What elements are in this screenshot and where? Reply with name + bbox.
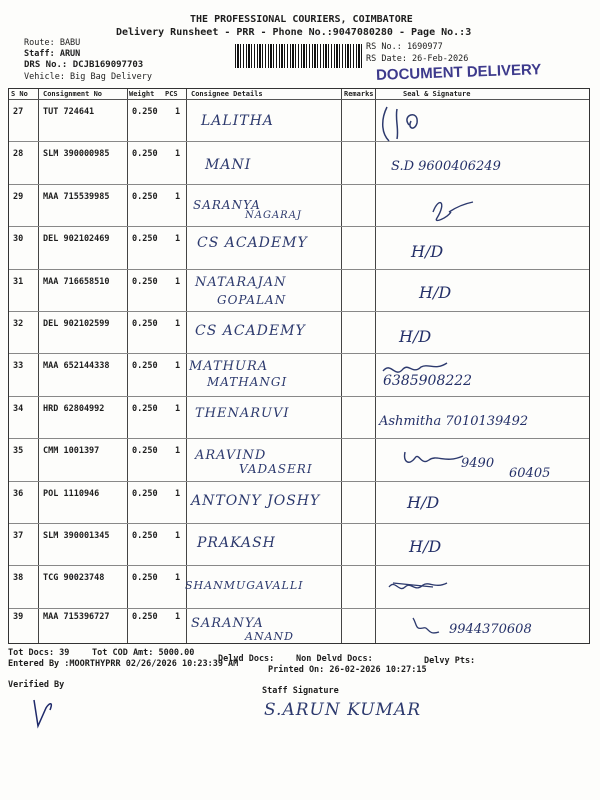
table-row — [9, 442, 589, 480]
runsheet-table — [8, 88, 590, 644]
row-consignee-name: ARAVIND — [195, 448, 267, 463]
row-sno: 37 — [13, 531, 24, 541]
row-signature: H/D — [411, 242, 444, 261]
row-signature: Ashmitha 7010139492 — [379, 414, 529, 429]
table-row — [9, 315, 589, 353]
row-signature: H/D — [399, 327, 432, 346]
row-sno: 33 — [13, 361, 24, 371]
row-weight: 0.250 — [132, 573, 158, 583]
row-signature-2: 60405 — [509, 466, 551, 481]
row-divider — [9, 269, 589, 270]
table-row — [9, 400, 589, 438]
row-signature: 9490 — [461, 456, 495, 471]
total-cod-amount: Tot COD Amt: 5000.00 — [92, 648, 195, 658]
table-row — [9, 357, 589, 395]
signature-scribble — [399, 446, 469, 472]
row-sno: 32 — [13, 319, 24, 329]
row-divider — [9, 311, 589, 312]
delivery-points: Delvy Pts: — [424, 656, 476, 666]
col-header-sno: S No — [11, 90, 28, 98]
total-docs: Tot Docs: 39 — [8, 648, 70, 658]
row-pcs: 1 — [175, 489, 181, 499]
col-header-weight: Weight — [129, 90, 155, 98]
table-row — [9, 230, 589, 268]
row-sno: 29 — [13, 192, 24, 202]
verified-by-label: Verified By — [8, 680, 65, 690]
row-consignment-no: CMM 1001397 — [43, 446, 100, 456]
row-sno: 39 — [13, 612, 24, 622]
row-pcs: 1 — [175, 404, 181, 414]
row-pcs: 1 — [175, 319, 181, 329]
row-consignment-no: DEL 902102469 — [43, 234, 110, 244]
vehicle: Vehicle: Big Bag Delivery — [24, 72, 152, 82]
row-consignment-no: POL 1110946 — [43, 489, 100, 499]
row-divider — [9, 523, 589, 524]
row-consignment-no: TCG 90023748 — [43, 573, 105, 583]
row-consignee-name-2: ANAND — [245, 630, 294, 643]
row-signature: 6385908222 — [383, 373, 473, 389]
row-consignment-no: MAA 715396727 — [43, 612, 110, 622]
entered-by: Entered By :MOORTHYPRR 02/26/2026 10:23:39 AM — [8, 659, 239, 669]
row-consignment-no: MAA 715539985 — [43, 192, 110, 202]
row-divider — [9, 565, 589, 566]
row-pcs: 1 — [175, 277, 181, 287]
delivered-docs: Delvd Docs: — [218, 654, 275, 664]
row-divider — [9, 353, 589, 354]
col-header-pcs: PCS — [165, 90, 178, 98]
row-consignee-name: PRAKASH — [197, 535, 276, 551]
row-consignee-name: MATHURA — [189, 359, 269, 374]
row-divider — [9, 481, 589, 482]
row-pcs: 1 — [175, 149, 181, 159]
rs-date: RS Date: 26-Feb-2026 — [366, 54, 469, 64]
row-consignment-no: MAA 652144338 — [43, 361, 110, 371]
row-consignee-name: SARANYA — [193, 198, 261, 212]
row-divider — [9, 438, 589, 439]
staff: Staff: ARUN — [24, 49, 81, 59]
row-weight: 0.250 — [132, 489, 158, 499]
row-weight: 0.250 — [132, 446, 158, 456]
table-row — [9, 273, 589, 311]
row-sno: 31 — [13, 277, 24, 287]
table-row — [9, 145, 589, 183]
table-row — [9, 103, 589, 141]
row-weight: 0.250 — [132, 234, 158, 244]
row-consignee-name-2: VADASERI — [239, 462, 313, 476]
verifier-signature — [28, 692, 68, 732]
row-sno: 30 — [13, 234, 24, 244]
row-weight: 0.250 — [132, 404, 158, 414]
printed-on: Printed On: 26-02-2026 10:27:15 — [268, 665, 427, 675]
row-consignee-name: CS ACADEMY — [195, 323, 306, 339]
row-consignee-name: CS ACADEMY — [197, 235, 308, 251]
row-consignee-name: NATARAJAN — [195, 275, 287, 290]
col-header-remarks: Remarks — [344, 90, 374, 98]
row-consignment-no: SLM 390000985 — [43, 149, 110, 159]
document-delivery-stamp: DOCUMENT DELIVERY — [375, 61, 542, 84]
row-sno: 35 — [13, 446, 24, 456]
row-pcs: 1 — [175, 612, 181, 622]
runsheet-subtitle: Delivery Runsheet - PRR - Phone No.:9047080280 - Page No.:3 — [116, 27, 472, 38]
row-consignment-no: MAA 716658510 — [43, 277, 110, 287]
row-consignment-no: DEL 902102599 — [43, 319, 110, 329]
row-signature: H/D — [409, 537, 442, 556]
row-consignee-name-2: GOPALAN — [217, 293, 287, 307]
row-consignment-no: HRD 62804992 — [43, 404, 105, 414]
row-sno: 27 — [13, 107, 24, 117]
row-pcs: 1 — [175, 192, 181, 202]
signature-scribble — [377, 99, 437, 145]
row-consignment-no: TUT 724641 — [43, 107, 95, 117]
drs-number: DRS No.: DCJB169097703 — [24, 60, 144, 70]
signature-scribble — [385, 575, 455, 595]
non-delivered-docs: Non Delvd Docs: — [296, 654, 373, 664]
staff-signature-name: S.ARUN KUMAR — [264, 700, 422, 720]
row-weight: 0.250 — [132, 107, 158, 117]
row-consignee-name-2: NAGARAJ — [245, 210, 302, 221]
row-sno: 38 — [13, 573, 24, 583]
table-row — [9, 569, 589, 607]
row-divider — [9, 226, 589, 227]
company-title: THE PROFESSIONAL COURIERS, COIMBATORE — [190, 14, 413, 25]
row-pcs: 1 — [175, 573, 181, 583]
route: Route: BABU — [24, 38, 81, 48]
row-weight: 0.250 — [132, 531, 158, 541]
col-header-seal-signature: Seal & Signature — [403, 90, 471, 98]
row-pcs: 1 — [175, 234, 181, 244]
row-signature: S.D 9600406249 — [391, 159, 501, 174]
row-weight: 0.250 — [132, 149, 158, 159]
signature-scribble — [419, 192, 479, 226]
row-weight: 0.250 — [132, 319, 158, 329]
row-signature: H/D — [407, 493, 440, 512]
row-weight: 0.250 — [132, 612, 158, 622]
col-header-consignment: Consignment No — [43, 90, 103, 98]
row-pcs: 1 — [175, 446, 181, 456]
row-divider — [9, 608, 589, 609]
row-weight: 0.250 — [132, 361, 158, 371]
row-consignee-name-2: MATHANGI — [207, 375, 288, 389]
row-consignee-name: THENARUVI — [195, 406, 290, 421]
row-signature: 9944370608 — [449, 622, 532, 637]
row-consignee-name: LALITHA — [201, 113, 274, 129]
table-row — [9, 527, 589, 565]
row-consignee-name: MANI — [205, 157, 252, 173]
row-sno: 28 — [13, 149, 24, 159]
row-consignee-name: SARANYA — [191, 616, 264, 631]
row-signature: H/D — [419, 283, 452, 302]
row-divider — [9, 184, 589, 185]
header-divider — [9, 99, 589, 100]
staff-signature-label: Staff Signature — [262, 686, 339, 696]
row-weight: 0.250 — [132, 277, 158, 287]
row-consignment-no: SLM 390001345 — [43, 531, 110, 541]
row-consignee-name: SHANMUGAVALLI — [185, 579, 304, 592]
table-row — [9, 612, 589, 642]
rs-number: RS No.: 1690977 — [366, 42, 443, 52]
row-pcs: 1 — [175, 107, 181, 117]
row-weight: 0.250 — [132, 192, 158, 202]
row-pcs: 1 — [175, 531, 181, 541]
signature-scribble — [407, 614, 447, 636]
table-row — [9, 485, 589, 523]
row-consignee-name: ANTONY JOSHY — [191, 493, 321, 509]
row-sno: 36 — [13, 489, 24, 499]
row-sno: 34 — [13, 404, 24, 414]
row-divider — [9, 396, 589, 397]
barcode — [235, 44, 363, 68]
table-row — [9, 188, 589, 226]
row-divider — [9, 141, 589, 142]
col-header-consignee: Consignee Details — [191, 90, 263, 98]
row-pcs: 1 — [175, 361, 181, 371]
